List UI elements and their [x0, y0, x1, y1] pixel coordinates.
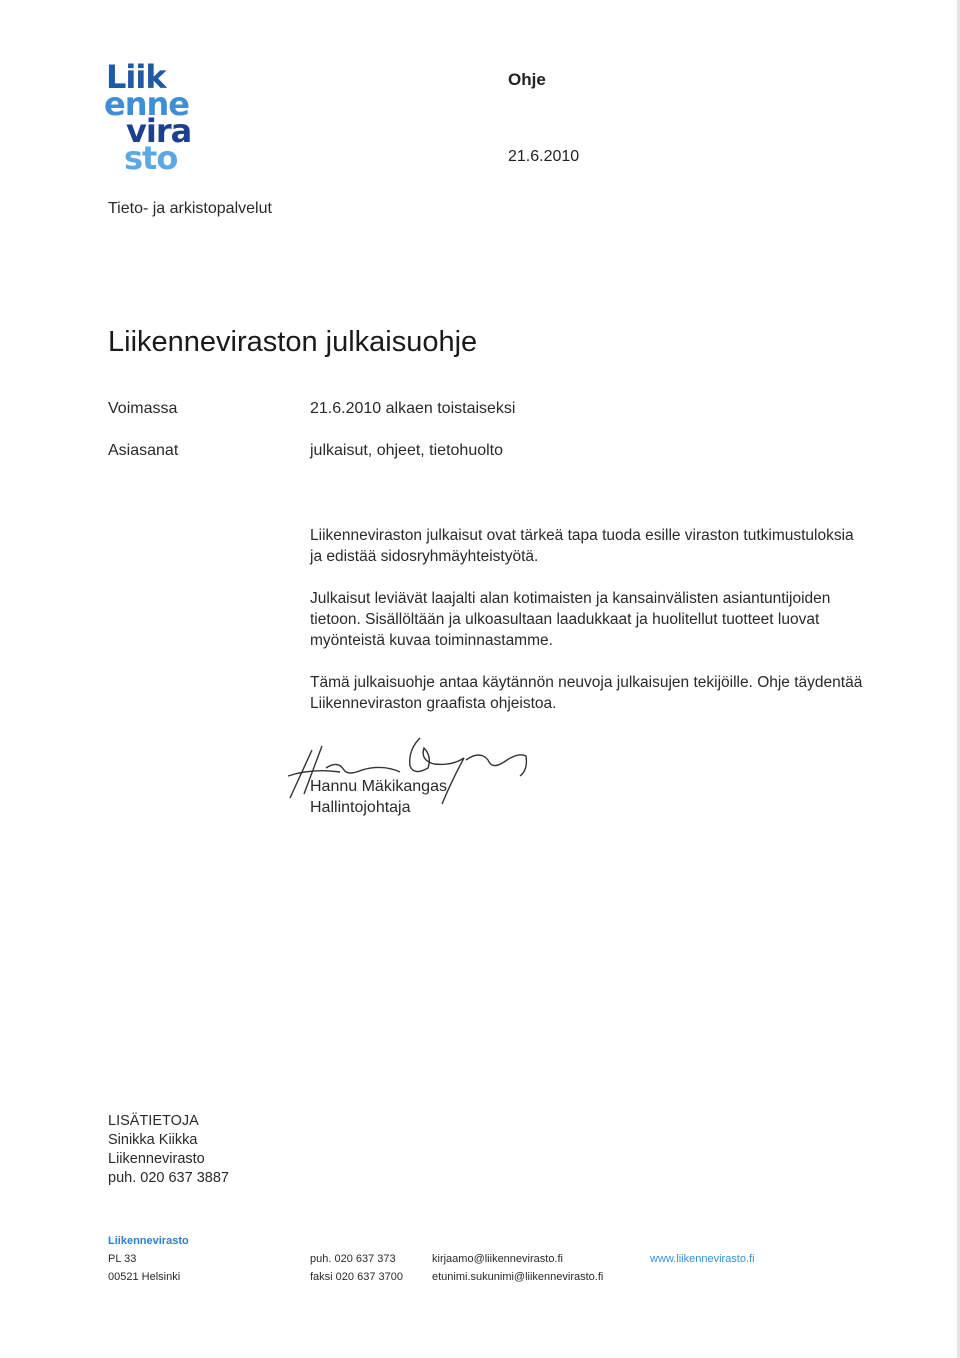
- liikennevirasto-logo: [104, 58, 214, 184]
- contact-block: [108, 1112, 229, 1188]
- document-type: Ohje: [508, 70, 546, 89]
- footer-email[interactable]: kirjaamo@liikennevirasto.fi: [432, 1253, 563, 1265]
- meta-value-valid: 21.6.2010 alkaen toistaiseksi: [310, 400, 516, 417]
- signer-role: Hallintojohtaja: [310, 799, 411, 816]
- paragraph: Liikenneviraston julkaisut ovat tärkeä tapa tuoda esille viraston tutkimustuloksia ja edistää sidosryhmäyhteistyötä.: [310, 527, 854, 565]
- logo-line-2: enne: [104, 85, 189, 123]
- paragraph: Tämä julkaisuohje antaa käytännön neuvoja julkaisujen tekijöille. Ohje täydentää Liikenneviraston graafista ohjeistoa.: [310, 674, 863, 712]
- footer-fax: faksi 020 637 3700: [310, 1271, 403, 1283]
- paragraph: Julkaisut leviävät laajalti alan kotimaisten ja kansainvälisten asiantuntijoiden tietoon. Sisällöltään ja ulkoasultaan laadukkaat ja huolitellut tuotteet luovat myönteistä kuvaa toiminnastamme.: [310, 590, 831, 649]
- contact-heading: LISÄTIETOJA: [108, 1113, 199, 1129]
- footer-address: [108, 1232, 189, 1286]
- meta-label-keywords: Asiasanat: [108, 442, 179, 459]
- footer-phones: [310, 1250, 403, 1286]
- footer-phone: puh. 020 637 373: [310, 1253, 396, 1265]
- footer-email-pattern: etunimi.sukunimi@liikennevirasto.fi: [432, 1271, 604, 1283]
- logo-line-3: vira: [126, 112, 192, 150]
- meta-value-keywords: julkaisut, ohjeet, tietohuolto: [310, 442, 504, 459]
- issuing-unit: Tieto- ja arkistopalvelut: [108, 200, 272, 217]
- logo-line-1: Liik: [106, 58, 166, 96]
- contact-phone: puh. 020 637 3887: [108, 1170, 229, 1186]
- page-title: Liikenneviraston julkaisuohje: [108, 326, 478, 358]
- body-text: [310, 525, 870, 735]
- footer-postal: 00521 Helsinki: [108, 1271, 181, 1283]
- footer-web-link[interactable]: www.liikennevirasto.fi: [650, 1253, 755, 1265]
- contact-org: Liikennevirasto: [108, 1151, 205, 1167]
- footer-brand: Liikennevirasto: [108, 1235, 189, 1247]
- document-date: 21.6.2010: [508, 148, 580, 165]
- footer-po-box: PL 33: [108, 1253, 137, 1265]
- signer-name: Hannu Mäkikangas: [310, 778, 447, 795]
- meta-label-valid: Voimassa: [108, 400, 178, 417]
- signer-block: [310, 776, 447, 818]
- logo-line-4: sto: [124, 139, 178, 177]
- contact-name: Sinikka Kiikka: [108, 1132, 198, 1148]
- footer-emails: [432, 1250, 603, 1286]
